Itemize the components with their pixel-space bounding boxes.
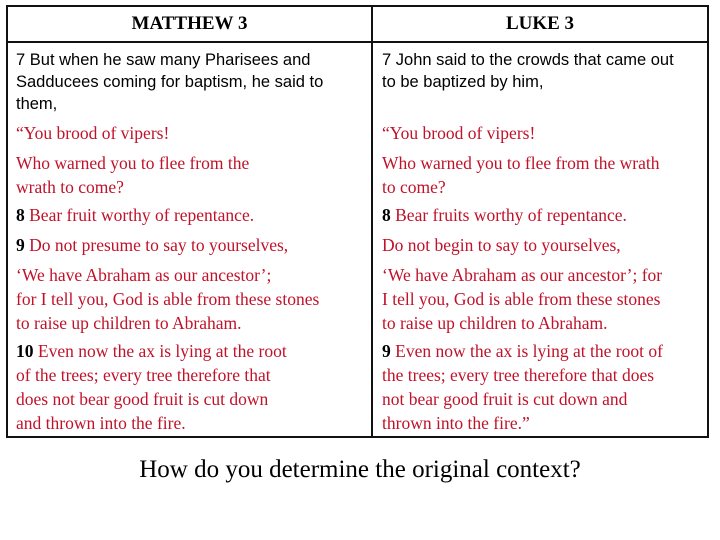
column-divider [371,7,373,436]
header-matthew: MATTHEW 3 [131,13,248,34]
verse-line: for I tell you, God is able from these stones [16,289,320,309]
verse-number: 8 [16,205,25,225]
verse-line: “You brood of vipers! [382,123,536,143]
matthew-intro [16,49,366,115]
matthew-column [16,49,366,435]
intro-line: John said to the crowds that came out [395,51,674,69]
slide-question: How do you determine the original context? [139,456,581,483]
verse-line: of the trees; every tree therefore that [16,365,271,385]
verse-line: not bear good fruit is cut down and [382,389,628,409]
intro-line: Sadducees coming for baptism, he said to [16,73,324,91]
verse-line: thrown into the fire.” [382,413,530,433]
verse-number: 9 [16,235,25,255]
verse-line: to raise up children to Abraham. [16,313,242,333]
verse-line: 8 Bear fruits worthy of repentance. [382,205,627,225]
intro-line: But when he saw many Pharisees and [29,51,311,69]
verse-line: I tell you, God is able from these stones [382,289,661,309]
verse-line: and thrown into the fire. [16,413,186,433]
verse-line: 8 Bear fruit worthy of repentance. [16,205,255,225]
verse-number: 10 [16,341,34,361]
verse-line: to come? [382,177,446,197]
verse-line: Who warned you to flee from the [16,153,250,173]
verse-line: “You brood of vipers! [16,123,170,143]
luke-column [382,49,708,435]
verse-line: ‘We have Abraham as our ancestor’; [16,265,272,285]
intro-line: to be baptized by him, [382,73,544,91]
verse-line: 9 Even now the ax is lying at the root of [382,341,663,361]
verse-line: Do not begin to say to yourselves, [382,235,621,255]
verse-line: ‘We have Abraham as our ancestor’; for [382,265,663,285]
intro-line: them, [16,95,58,113]
verse-line: wrath to come? [16,177,124,197]
verse-number: 8 [382,205,391,225]
verse-number: 9 [382,341,391,361]
verse-line: to raise up children to Abraham. [382,313,608,333]
luke-intro [382,49,708,115]
verse-line: Who warned you to flee from the wrath [382,153,660,173]
verse-number: 7 [16,51,26,69]
verse-line: 10 Even now the ax is lying at the root [16,341,287,361]
verse-line: does not bear good fruit is cut down [16,389,269,409]
verse-line: the trees; every tree therefore that does [382,365,655,385]
verse-line: 9 Do not presume to say to yourselves, [16,235,289,255]
verse-number: 7 [382,51,392,69]
header-divider [8,41,707,43]
header-luke: LUKE 3 [505,13,575,34]
comparison-table [6,5,709,438]
